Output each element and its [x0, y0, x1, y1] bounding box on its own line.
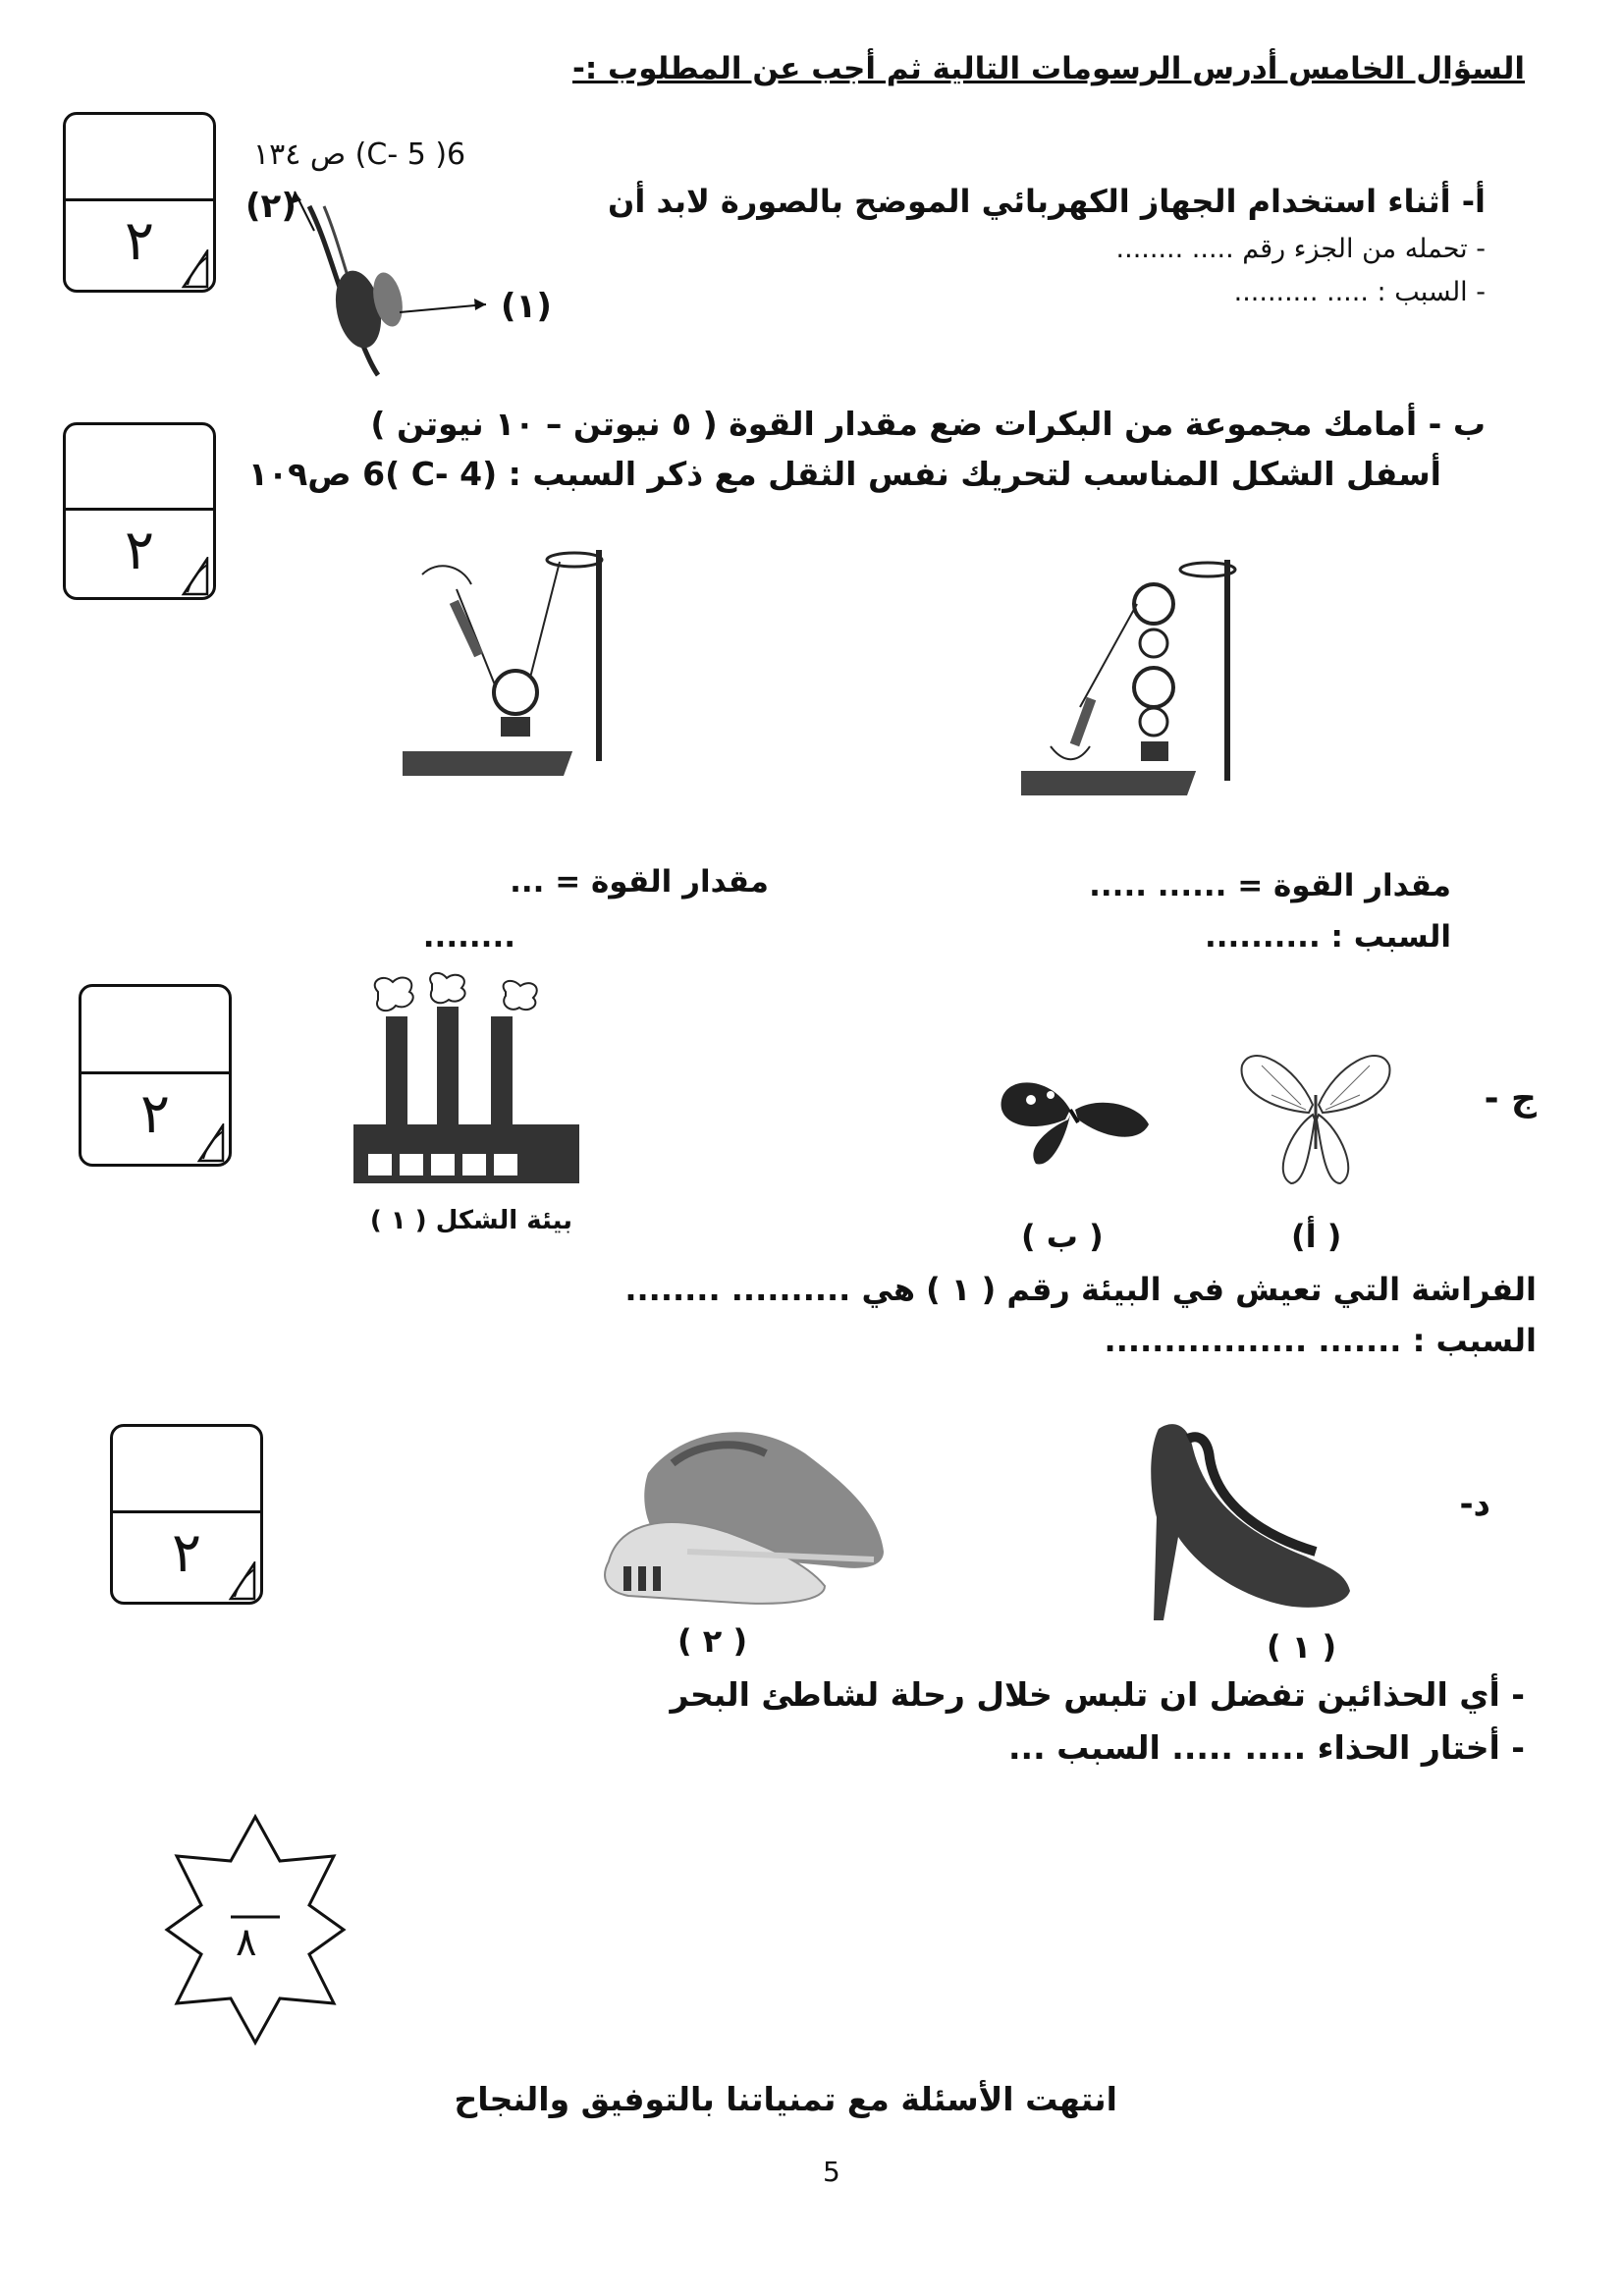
grade-box-c [79, 984, 232, 1167]
single-pulley-figure [403, 530, 677, 815]
part-b-reason-right: السبب : .......... [1204, 919, 1451, 955]
part-c-reason: السبب : ....... ................. [1104, 1322, 1537, 1359]
part-d-answer-line: - أختار الحذاء ..... ..... السبب ... [1008, 1728, 1525, 1767]
sneakers-figure [589, 1394, 893, 1630]
light-butterfly-figure [1232, 1036, 1399, 1193]
factory-caption: بيئة الشكل ( ١ ) [369, 1206, 572, 1235]
part-a-label-2: (٢) [245, 187, 297, 226]
shoe-1-caption: ( ١ ) [1267, 1628, 1337, 1666]
part-a-question: أ- أثناء استخدام الجهاز الكهربائي الموضح بالصورة لابد أن [608, 183, 1486, 220]
grade-value: ٢ [171, 1521, 202, 1586]
part-c-label: ج - [1484, 1078, 1537, 1119]
grade-box-a [63, 112, 216, 293]
part-b-question-2: أسفل الشكل المناسب لتحريك نفس الثقل مع ذكر السبب : (4 -C )6 ص١٠٩ [247, 455, 1441, 493]
page-curl-icon [227, 1561, 256, 1601]
grade-value: ٢ [124, 519, 155, 582]
part-a-hold-line: - تحمله من الجزء رقم ..... ........ [1115, 234, 1486, 264]
part-b-reason-left: ........ [422, 919, 515, 955]
part-b-force-left: مقدار القوة = ... [510, 864, 769, 900]
factory-figure [349, 972, 584, 1188]
total-score-value: ٨ [236, 1920, 257, 1965]
part-b-force-right: مقدار القوة = ...... ..... [1089, 868, 1451, 903]
dark-butterfly-figure [992, 1056, 1159, 1183]
part-a-ref: 6( C- 5) ص ١٣٤ [253, 137, 466, 172]
part-d-label: د- [1459, 1485, 1490, 1524]
page-number: 5 [823, 2156, 840, 2188]
part-d-question: - أي الحذائين تفضل ان تلبس خلال رحلة لشاطئ البحر [670, 1675, 1525, 1714]
grade-box-b [63, 422, 216, 600]
part-c-question: الفراشة التي تعيش في البيئة رقم ( ١ ) هي .......... ........ [624, 1271, 1537, 1308]
grade-value: ٢ [139, 1082, 171, 1147]
page-curl-icon [180, 557, 209, 596]
butterfly-b-caption: ( ب ) [1021, 1218, 1104, 1255]
grade-value: ٢ [124, 209, 155, 274]
part-b-question-1: ب - أمامك مجموعة من البكرات ضع مقدار القوة ( ٥ نيوتن – ١٠ نيوتن ) [370, 405, 1486, 443]
closing-message: انتهت الأسئلة مع تمنياتنا بالتوفيق والنجاح [454, 2080, 1117, 2118]
question-title: السؤال الخامس أدرس الرسومات التالية ثم أجب عن المطلوب :- [572, 51, 1525, 86]
high-heels-figure [1119, 1409, 1375, 1635]
grade-box-d [110, 1424, 263, 1605]
page-curl-icon [180, 249, 209, 289]
shoe-2-caption: ( ٢ ) [677, 1622, 748, 1660]
compound-pulley-figure [1021, 550, 1296, 835]
page-curl-icon [195, 1123, 225, 1163]
part-a-reason-line: - السبب : ..... .......... [1233, 277, 1486, 307]
butterfly-a-caption: (أ ) [1291, 1218, 1342, 1255]
part-a-label-1: (١) [501, 287, 552, 326]
